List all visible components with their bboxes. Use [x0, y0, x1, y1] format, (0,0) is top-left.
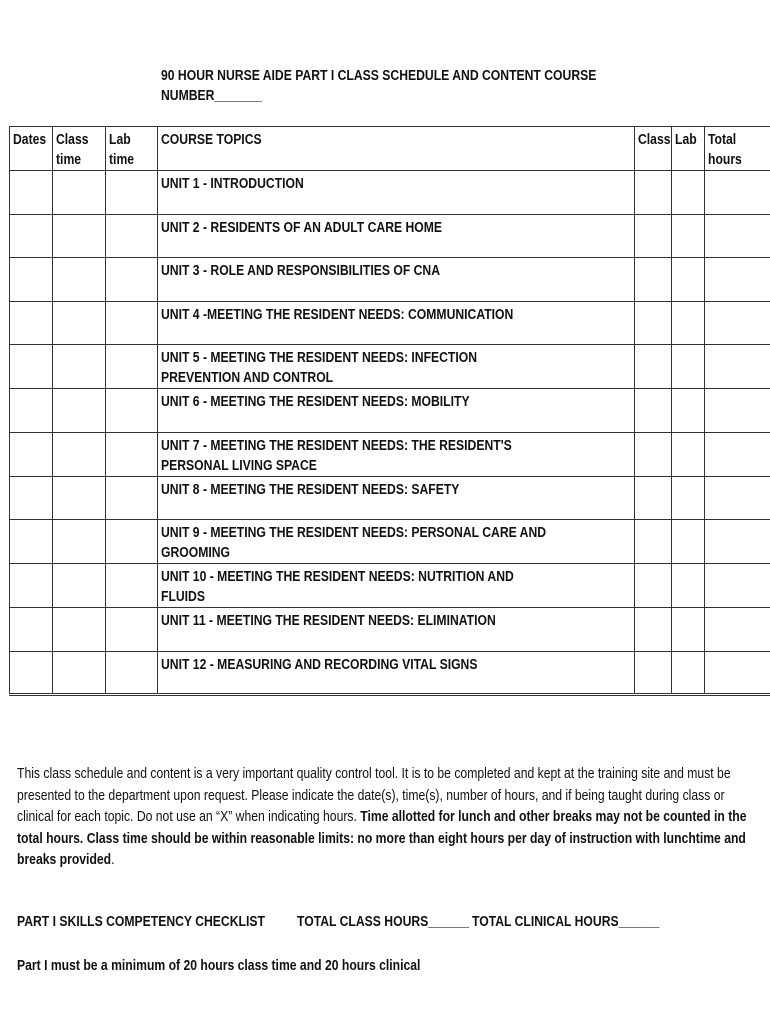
table-row: [10, 171, 770, 215]
dates-cell[interactable]: [10, 171, 53, 215]
lab-cell[interactable]: [672, 520, 705, 564]
total-hours-cell[interactable]: [705, 564, 770, 608]
header-total-hours: Total hours: [705, 127, 770, 171]
table-row: [10, 608, 770, 652]
header-dates: Dates: [10, 127, 53, 171]
total-class-hours: TOTAL CLASS HOURS______: [297, 914, 469, 930]
lab-cell[interactable]: [672, 214, 705, 258]
total-hours-cell[interactable]: [705, 432, 770, 476]
class-cell[interactable]: [635, 389, 672, 433]
schedule-table: [9, 126, 770, 696]
lab-cell[interactable]: [672, 389, 705, 433]
dates-cell[interactable]: [10, 651, 53, 695]
unit-topic-label: UNIT 1 - INTRODUCTION: [161, 176, 304, 192]
lab-time-cell[interactable]: [106, 345, 158, 389]
topic-cell: [158, 301, 635, 345]
table-row: [10, 258, 770, 302]
unit-topic-label: UNIT 7 - MEETING THE RESIDENT NEEDS: THE RESIDENT'S PERSONAL LIVING SPACE: [161, 437, 512, 474]
unit-topic-label: UNIT 4 -MEETING THE RESIDENT NEEDS: COMMUNICATION: [161, 306, 514, 323]
instructions-bold: Time allotted for lunch and other breaks may not be counted in the total hours. Class time should be within reasonable limits: no more than eight hours per day of instruction with lunchtime and breaks provided: [17, 809, 747, 868]
table-row: [10, 476, 770, 520]
lab-time-cell[interactable]: [106, 171, 158, 215]
topic-cell: [158, 171, 635, 215]
header-lab: Lab: [672, 127, 705, 171]
class-cell[interactable]: [635, 258, 672, 302]
dates-cell[interactable]: [10, 476, 53, 520]
class-time-cell[interactable]: [53, 389, 106, 433]
lab-time-cell[interactable]: [106, 389, 158, 433]
class-time-cell[interactable]: [53, 301, 106, 345]
class-cell[interactable]: [635, 301, 672, 345]
class-cell[interactable]: [635, 651, 672, 695]
unit-topic-label: UNIT 10 - MEETING THE RESIDENT NEEDS: NUTRITION AND FLUIDS: [161, 569, 514, 605]
lab-time-cell[interactable]: [106, 258, 158, 302]
unit-topic-label: UNIT 9 - MEETING THE RESIDENT NEEDS: PERSONAL CARE AND GROOMING: [161, 525, 547, 561]
header-lab-time: Lab time: [106, 127, 158, 171]
unit-topic-label: UNIT 6 - MEETING THE RESIDENT NEEDS: MOBILITY: [161, 394, 470, 410]
class-time-cell[interactable]: [53, 608, 106, 652]
dates-cell[interactable]: [10, 608, 53, 652]
instructions-end: .: [111, 852, 115, 868]
topic-cell: [158, 345, 635, 389]
table-row: [10, 432, 770, 476]
topic-cell: [158, 432, 635, 476]
minimum-hours-note: Part I must be a minimum of 20 hours class time and 20 hours clinical: [17, 958, 421, 974]
class-time-cell[interactable]: [53, 476, 106, 520]
header-class: Class: [635, 127, 672, 171]
table-row: [10, 214, 770, 258]
unit-topic-label: UNIT 2 - RESIDENTS OF AN ADULT CARE HOME: [161, 219, 443, 236]
table-header-row: [10, 127, 770, 171]
lab-time-cell[interactable]: [106, 214, 158, 258]
class-time-cell[interactable]: [53, 258, 106, 302]
checklist-label: PART I SKILLS COMPETENCY CHECKLIST: [17, 914, 265, 930]
class-cell[interactable]: [635, 171, 672, 215]
class-cell[interactable]: [635, 608, 672, 652]
unit-topic-label: UNIT 11 - MEETING THE RESIDENT NEEDS: ELIMINATION: [161, 613, 496, 629]
class-time-cell[interactable]: [53, 345, 106, 389]
total-clinical-hours: TOTAL CLINICAL HOURS______: [472, 914, 660, 930]
lab-time-cell[interactable]: [106, 651, 158, 695]
document-title: [161, 66, 679, 106]
total-hours-cell[interactable]: [705, 301, 770, 345]
table-row: [10, 389, 770, 433]
dates-cell[interactable]: [10, 564, 53, 608]
class-time-cell[interactable]: [53, 520, 106, 564]
class-cell[interactable]: [635, 520, 672, 564]
unit-topic-label: UNIT 3 - ROLE AND RESPONSIBILITIES OF CNA: [161, 263, 441, 279]
title-line-2: NUMBER_______: [161, 88, 262, 104]
lab-cell[interactable]: [672, 608, 705, 652]
class-time-cell[interactable]: [53, 432, 106, 476]
total-hours-cell[interactable]: [705, 520, 770, 564]
lab-time-cell[interactable]: [106, 608, 158, 652]
lab-cell[interactable]: [672, 432, 705, 476]
lab-time-cell[interactable]: [106, 432, 158, 476]
dates-cell[interactable]: [10, 258, 53, 302]
dates-cell[interactable]: [10, 432, 53, 476]
instructions-normal: This class schedule and content is a very important quality control tool. It is to be completed and kept at the training site and must be presented to the department upon request. Please indicate the date(s), time(s), number of hours, and if being taught during class or clinical for each topic. Do not use an “X” when indicating hours.: [17, 766, 731, 825]
dates-cell[interactable]: [10, 389, 53, 433]
topic-cell: [158, 608, 635, 652]
topic-cell: [158, 651, 635, 695]
lab-cell[interactable]: [672, 258, 705, 302]
class-time-cell[interactable]: [53, 171, 106, 215]
lab-cell[interactable]: [672, 564, 705, 608]
total-hours-cell[interactable]: [705, 476, 770, 520]
topic-cell: [158, 214, 635, 258]
total-hours-cell[interactable]: [705, 389, 770, 433]
lab-time-cell[interactable]: [106, 476, 158, 520]
lab-cell[interactable]: [672, 651, 705, 695]
instructions-paragraph: [17, 764, 748, 872]
total-hours-cell[interactable]: [705, 258, 770, 302]
class-cell[interactable]: [635, 564, 672, 608]
topic-cell: [158, 389, 635, 433]
topic-cell: [158, 258, 635, 302]
header-course-topics: COURSE TOPICS: [158, 127, 635, 171]
class-cell[interactable]: [635, 345, 672, 389]
unit-topic-label: UNIT 8 - MEETING THE RESIDENT NEEDS: SAFETY: [161, 481, 460, 498]
table-row: [10, 301, 770, 345]
class-time-cell[interactable]: [53, 564, 106, 608]
topic-cell: [158, 520, 635, 564]
title-line-1: 90 HOUR NURSE AIDE PART I CLASS SCHEDULE AND CONTENT COURSE: [161, 68, 597, 84]
table-row: [10, 345, 770, 389]
class-time-cell[interactable]: [53, 214, 106, 258]
lab-cell[interactable]: [672, 171, 705, 215]
lab-time-cell[interactable]: [106, 301, 158, 345]
header-class-time: Class time: [53, 127, 106, 171]
class-cell[interactable]: [635, 476, 672, 520]
dates-cell[interactable]: [10, 301, 53, 345]
lab-time-cell[interactable]: [106, 520, 158, 564]
table-row: [10, 520, 770, 564]
dates-cell[interactable]: [10, 214, 53, 258]
dates-cell[interactable]: [10, 520, 53, 564]
dates-cell[interactable]: [10, 345, 53, 389]
class-cell[interactable]: [635, 214, 672, 258]
unit-topic-label: UNIT 12 - MEASURING AND RECORDING VITAL SIGNS: [161, 656, 478, 673]
total-hours-cell[interactable]: [705, 345, 770, 389]
table-row: [10, 564, 770, 608]
topic-cell: [158, 564, 635, 608]
lab-cell[interactable]: [672, 301, 705, 345]
total-hours-cell[interactable]: [705, 651, 770, 695]
unit-topic-label: UNIT 5 - MEETING THE RESIDENT NEEDS: INFECTION PREVENTION AND CONTROL: [161, 350, 478, 386]
total-hours-cell[interactable]: [705, 214, 770, 258]
topic-cell: [158, 476, 635, 520]
class-time-cell[interactable]: [53, 651, 106, 695]
total-hours-cell[interactable]: [705, 608, 770, 652]
lab-time-cell[interactable]: [106, 564, 158, 608]
lab-cell[interactable]: [672, 345, 705, 389]
lab-cell[interactable]: [672, 476, 705, 520]
table-row: [10, 651, 770, 695]
total-hours-cell[interactable]: [705, 171, 770, 215]
class-cell[interactable]: [635, 432, 672, 476]
